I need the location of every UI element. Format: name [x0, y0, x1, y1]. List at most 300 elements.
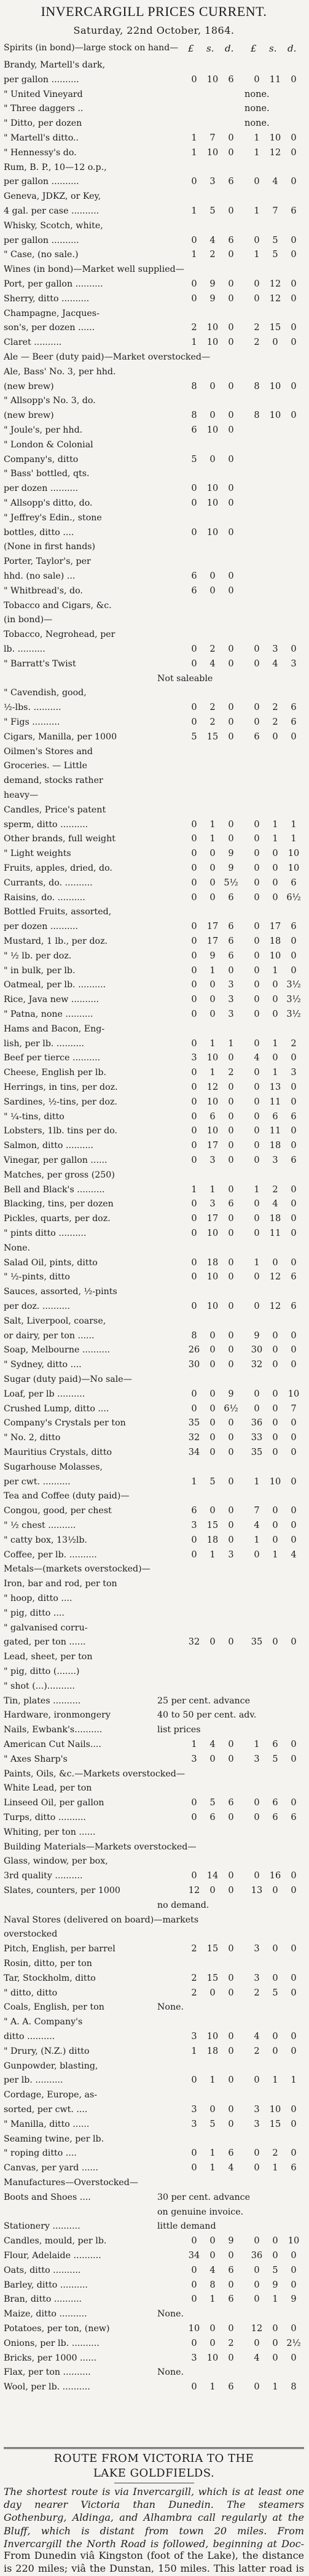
price-cell: 3½: [286, 995, 301, 1005]
price-cell: 0: [291, 2032, 297, 2042]
price-cell: 0: [254, 2265, 260, 2275]
price-cell: 0: [191, 2148, 197, 2159]
price-row: [4, 598, 304, 613]
price-cell: 0: [191, 1038, 197, 1049]
price-row: [4, 1548, 304, 1562]
item-label: " galvanised corru-: [4, 1622, 88, 1633]
price-cell: 0: [191, 1798, 197, 1808]
price-cell: 0: [291, 1506, 297, 1516]
item-label: Tar, Stockholm, ditto: [4, 1973, 96, 1983]
price-cell: 0: [191, 877, 197, 888]
price-row: [4, 2175, 304, 2190]
price-cell: 17: [206, 1141, 219, 1151]
price-cell: 2: [254, 2046, 260, 2056]
price-row: [4, 1168, 304, 1182]
price-cell: 0: [228, 2046, 234, 2056]
item-label: " Barratt's Twist: [4, 658, 76, 669]
section-divider: [4, 2447, 304, 2449]
price-cell: 6: [291, 1111, 297, 1122]
price-row: [4, 350, 304, 364]
price-cell: 0: [191, 2163, 197, 2173]
price-cell: 0: [291, 1257, 297, 1268]
price-cell: 7: [254, 1506, 260, 1516]
price-row: [4, 1357, 304, 1372]
price-row: [4, 554, 304, 569]
price-cell: 0: [254, 717, 260, 727]
price-cell: 0: [191, 703, 197, 713]
price-cell: 0: [228, 2251, 234, 2261]
price-cell: 34: [188, 1448, 200, 1457]
price-cell: 12: [251, 2324, 263, 2334]
price-cell: 0: [191, 1214, 197, 1224]
price-cell: 3: [191, 1754, 197, 1764]
route-title-line2: LAKE GOLDFIELDS.: [93, 2467, 215, 2480]
price-cell: 12: [206, 1082, 219, 1092]
item-label: Seaming twine, per lb.: [4, 2134, 104, 2144]
price-cell: 0: [191, 1068, 197, 1078]
price-row: [4, 1752, 304, 1767]
price-row: [4, 2015, 304, 2029]
item-label: Canvas, per yard ......: [4, 2163, 98, 2173]
item-label: Matches, per gross (250): [4, 1170, 115, 1180]
price-cell: 12: [188, 1886, 200, 1895]
item-label: sperm, ditto ..........: [4, 819, 88, 830]
price-cell: 2: [272, 703, 278, 713]
item-label: Hardware, ironmongery: [4, 1710, 111, 1721]
item-label: Cordage, Europe, as-: [4, 2090, 98, 2100]
price-cell: 0: [191, 235, 197, 245]
price-cell: 0: [228, 585, 234, 596]
item-label: Flour, Adelaide ..........: [4, 2251, 101, 2261]
price-cell: 0: [291, 133, 297, 143]
price-cell: 0: [209, 1637, 216, 1648]
price-cell: 1: [254, 1740, 260, 1749]
item-label: Sugarhouse Molasses,: [4, 1462, 103, 1472]
price-cell: 0: [272, 2353, 278, 2363]
price-cell: 7: [209, 133, 216, 143]
price-cell: 0: [291, 731, 297, 742]
price-cell: 0: [228, 1141, 234, 1151]
price-cell: 0: [291, 2105, 297, 2115]
price-row: [4, 2161, 304, 2175]
price-cell: 0: [191, 2265, 197, 2275]
price-cell: 11: [269, 1097, 281, 1107]
price-cell: 0: [191, 527, 197, 538]
price-cell: 0: [291, 1754, 297, 1764]
price-cell: 1: [209, 1068, 216, 1078]
price-cell: 5: [209, 1476, 216, 1487]
price-cell: 0: [228, 323, 234, 333]
price-cell: 15: [206, 1521, 219, 1530]
price-row: [4, 1372, 304, 1387]
price-cell: 3: [228, 995, 234, 1005]
price-cell: 0: [228, 133, 234, 143]
price-cell: 0: [228, 1448, 234, 1457]
price-cell: 0: [254, 293, 260, 304]
price-cell: 10: [206, 527, 219, 538]
item-label: Fruits, apples, dried, do.: [4, 863, 112, 873]
price-cell: 2½: [286, 2338, 301, 2348]
item-label: Champagne, Jacques-: [4, 308, 100, 318]
price-cell: 8: [291, 2382, 297, 2393]
price-row: [4, 2365, 304, 2380]
price-row: [4, 423, 304, 438]
price-cell: 6: [228, 892, 234, 903]
item-label: (new brew): [4, 411, 54, 421]
price-row: [4, 831, 304, 846]
price-cell: 15: [269, 323, 281, 333]
price-cell: 6: [228, 2382, 234, 2393]
price-row: [4, 657, 304, 671]
price-row: [4, 2132, 304, 2146]
price-cell: 0: [191, 980, 197, 990]
price-cell: 3: [228, 1009, 234, 1019]
item-label: Metals—(markets overstocked)—: [4, 1564, 151, 1575]
price-cell: 30: [251, 1345, 263, 1355]
price-cell: 3½: [286, 1009, 301, 1019]
item-label: Gunpowder, blasting,: [4, 2061, 98, 2071]
price-cell: 0: [209, 1360, 216, 1370]
price-row: [4, 1722, 304, 1737]
price-cell: 0: [291, 1886, 297, 1895]
price-row: [4, 101, 304, 116]
price-cell: 0: [191, 863, 197, 873]
price-cell: 6½: [286, 892, 301, 903]
price-row: [4, 846, 304, 861]
item-label: 3rd quality ..........: [4, 1871, 83, 1881]
price-cell: 0: [254, 1798, 260, 1808]
price-cell: 13: [251, 1886, 263, 1895]
price-cell: 18: [206, 1535, 219, 1545]
price-row: [4, 963, 304, 978]
price-row: [4, 949, 304, 963]
item-label: lb. ..........: [4, 644, 45, 654]
price-row: [4, 1956, 304, 1971]
price-cell: 1: [209, 1549, 216, 1560]
item-label: or dairy, per ton ......: [4, 1330, 95, 1341]
item-label: " Sydney, ditto ....: [4, 1360, 82, 1370]
price-cell: 4: [272, 1199, 278, 1209]
price-cell: 0: [291, 1871, 297, 1881]
price-cell: 0: [254, 922, 260, 932]
price-cell: 0: [228, 703, 234, 713]
price-row: [4, 2059, 304, 2073]
price-cell: 5: [272, 1988, 278, 1998]
price-row: [4, 1314, 304, 1328]
price-cell: 10: [206, 1126, 219, 1136]
item-label: Geneva, JDKZ, or Key,: [4, 191, 101, 202]
item-label: (in bond)—: [4, 615, 53, 625]
price-cell: 0: [291, 1944, 297, 1954]
price-cell: 6: [291, 2163, 297, 2173]
item-label: Company's Crystals per ton: [4, 1418, 126, 1429]
price-cell: 6: [228, 2148, 234, 2159]
item-label: Congou, good, per chest: [4, 1506, 112, 1516]
price-cell: 0: [191, 293, 197, 304]
item-label: Pitch, English, per barrel: [4, 1944, 115, 1954]
price-row: [4, 890, 304, 905]
price-cell: 0: [254, 1155, 260, 1165]
price-cell: 0: [291, 1448, 297, 1457]
price-cell: 0: [272, 2236, 278, 2246]
item-label: per lb. ..........: [4, 2075, 63, 2086]
price-row: [4, 700, 304, 715]
price-row: [4, 1868, 304, 1883]
price-cell: 1: [272, 819, 278, 830]
item-label: Whiting, per ton ......: [4, 1827, 96, 1837]
price-cell: 6: [228, 235, 234, 245]
price-cell: 36: [251, 2251, 263, 2261]
price-cell: 0: [228, 1418, 234, 1429]
item-label: Nails, Ewbank's..........: [4, 1725, 103, 1735]
price-cell: 8: [209, 2280, 216, 2290]
price-cell: 0: [228, 965, 234, 976]
price-cell: 10: [287, 1389, 300, 1399]
item-label: Sauces, assorted, ½-pints: [4, 1287, 117, 1297]
price-cell: 0: [209, 849, 216, 859]
price-cell: 6: [228, 936, 234, 946]
price-cell: 0: [272, 1448, 278, 1457]
price-row: [4, 1854, 304, 1868]
price-cell: 2: [254, 1988, 260, 1998]
price-cell: 3: [209, 1155, 216, 1165]
price-cell: 8: [191, 381, 197, 391]
price-cell: 0: [291, 1228, 297, 1238]
price-cell: 0: [191, 1009, 197, 1019]
price-cell: 1: [291, 2075, 297, 2086]
route-paragraph-1: The shortest route is via Invercargill, which is at least one day nearer Victoria than Dunedin. The steamers Gothenburg, Aldinga, and Alhambra call regularly at the Bluff, which is distant from town 20 miles. From Invercargill the North Road is followed, beginning at Doc-: [4, 2486, 304, 2549]
price-cell: 0: [254, 1403, 260, 1414]
price-cell: 6: [191, 585, 197, 596]
price-cell: 0: [228, 1476, 234, 1487]
price-row: [4, 511, 304, 525]
price-row: [4, 1051, 304, 1065]
price-row: [4, 1795, 304, 1810]
money-column-header: d.: [287, 43, 297, 54]
price-cell: 10: [269, 951, 281, 961]
price-cell: 0: [254, 1082, 260, 1092]
price-cell: 0: [254, 177, 260, 187]
price-cell: 1: [191, 133, 197, 143]
item-label: 4 gal. per case ..........: [4, 206, 100, 216]
price-note: None.: [157, 2002, 184, 2013]
price-cell: 0: [228, 337, 234, 348]
item-label: " roping ditto ....: [4, 2148, 77, 2159]
price-cell: 0: [191, 1257, 197, 1268]
price-cell: 6: [272, 1798, 278, 1808]
item-label: Groceries. — Little: [4, 761, 88, 771]
price-row: [4, 758, 304, 773]
item-label: per dozen ..........: [4, 922, 79, 932]
price-cell: 6: [228, 2294, 234, 2305]
item-label: Tin, plates ..........: [4, 1695, 81, 1706]
price-cell: 1: [191, 1476, 197, 1487]
item-label: per gallon ..........: [4, 74, 79, 85]
price-cell: 0: [272, 2324, 278, 2334]
price-cell: 0: [254, 235, 260, 245]
item-label: Herrings, in tins, per doz.: [4, 1082, 118, 1092]
item-label: lish, per lb. ..........: [4, 1038, 85, 1049]
price-cell: 0: [191, 2338, 197, 2348]
price-row: [4, 1430, 304, 1445]
price-cell: 3: [191, 2353, 197, 2363]
price-cell: 2: [191, 1944, 197, 1954]
item-label: gated, per ton ......: [4, 1637, 86, 1648]
price-row: [4, 2321, 304, 2336]
price-cell: 1: [209, 2075, 216, 2086]
item-label: Wool, per lb. ..........: [4, 2382, 90, 2393]
price-row: [4, 612, 304, 627]
price-cell: 0: [191, 1389, 197, 1399]
item-label: " pig, ditto ....: [4, 1608, 65, 1618]
price-cell: 3: [254, 2105, 260, 2115]
price-cell: 0: [291, 1521, 297, 1530]
price-cell: 15: [206, 731, 219, 742]
price-cell: 10: [188, 2324, 200, 2334]
price-cell: 1: [254, 133, 260, 143]
price-cell: 0: [291, 250, 297, 260]
price-row: [4, 919, 304, 934]
price-row: [4, 876, 304, 890]
price-row: [4, 1708, 304, 1722]
item-label: Tobacco and Cigars, &c.: [4, 600, 112, 611]
price-cell: 0: [228, 1521, 234, 1530]
price-cell: 0: [228, 2075, 234, 2086]
price-cell: 8: [254, 411, 260, 421]
price-cell: 0: [191, 177, 197, 187]
price-row: [4, 803, 304, 817]
price-cell: 10: [287, 863, 300, 873]
price-row: [4, 291, 304, 306]
price-row: [4, 320, 304, 335]
item-label: Manufactures—Overstocked—: [4, 2178, 138, 2188]
price-cell: 6: [228, 74, 234, 85]
money-column-header: s.: [269, 43, 277, 54]
price-row: [4, 2336, 304, 2351]
item-label: Bran, ditto ..........: [4, 2294, 82, 2305]
price-cell: 4: [254, 2032, 260, 2042]
price-cell: 0: [272, 849, 278, 859]
price-cell: 13: [269, 1082, 281, 1092]
price-cell: 0: [209, 1389, 216, 1399]
price-cell: 5: [209, 1798, 216, 1808]
price-cell: 0: [272, 1009, 278, 1019]
item-label: Raisins, do. ..........: [4, 892, 85, 903]
price-cell: 5: [209, 206, 216, 216]
price-cell: 2: [191, 323, 197, 333]
item-label: " Bass' bottled, qts.: [4, 469, 90, 479]
price-cell: 8: [191, 411, 197, 421]
price-cell: 0: [254, 2148, 260, 2159]
price-cell: 2: [254, 337, 260, 348]
price-cell: 18: [206, 2046, 219, 2056]
price-cell: 0: [291, 1126, 297, 1136]
price-cell: 1: [191, 1740, 197, 1749]
price-row: [4, 1898, 304, 1913]
section-intro: Spirits (in bond)—large stock on hand—: [4, 43, 179, 53]
price-cell: 0: [291, 279, 297, 289]
price-cell: 3: [254, 1973, 260, 1983]
price-cell: 0: [191, 1126, 197, 1136]
price-note: 30 per cent. advance: [157, 2192, 251, 2202]
price-cell: 0: [209, 877, 216, 888]
price-cell: 0: [254, 2294, 260, 2305]
item-label: " United Vineyard: [4, 89, 83, 99]
price-cell: 0: [254, 1813, 260, 1822]
price-row: [4, 1533, 304, 1548]
price-cell: 0: [191, 1097, 197, 1107]
price-cell: 4: [254, 1521, 260, 1530]
item-label: Potatoes, per ton, (new): [4, 2324, 110, 2334]
price-cell: 0: [272, 2032, 278, 2042]
price-cell: 1: [272, 1068, 278, 1078]
price-cell: 1: [209, 1184, 216, 1195]
price-row: [4, 1109, 304, 1124]
price-note: no demand.: [157, 1900, 209, 1910]
price-cell: 9: [228, 2236, 234, 2246]
item-label: Sardines, ½-tins, per doz.: [4, 1097, 118, 1107]
price-row: [4, 569, 304, 584]
price-cell: 17: [206, 922, 219, 932]
price-cell: 3: [228, 980, 234, 990]
price-cell: 6: [291, 717, 297, 727]
price-cell: 9: [209, 293, 216, 304]
price-cell: 0: [191, 936, 197, 946]
price-cell: 2: [254, 323, 260, 333]
price-cell: 0: [209, 863, 216, 873]
price-cell: 6: [291, 1155, 297, 1165]
price-cell: 0: [291, 1053, 297, 1063]
price-cell: 0: [191, 1535, 197, 1545]
price-cell: 1: [209, 819, 216, 830]
price-cell: 0: [254, 2236, 260, 2246]
item-label: Building Materials—Markets overstocked—: [4, 1841, 197, 1852]
item-label: Salt, Liverpool, coarse,: [4, 1316, 106, 1326]
price-cell: 0: [272, 877, 278, 888]
price-cell: 9: [228, 863, 234, 873]
price-cell: 0: [272, 1944, 278, 1954]
price-cell: 1: [254, 1257, 260, 1268]
price-cell: 2: [291, 1038, 297, 1049]
item-label: " Whitbread's, do.: [4, 585, 83, 596]
price-cell: 0: [228, 1301, 234, 1311]
item-label: Rosin, ditto, per ton: [4, 1959, 92, 1969]
price-cell: 0: [254, 1549, 260, 1560]
price-cell: 0: [191, 1871, 197, 1881]
price-cell: 3: [272, 1155, 278, 1165]
item-label: " Joule's, per hhd.: [4, 425, 83, 435]
price-row: [4, 1226, 304, 1241]
money-column-header: s.: [206, 43, 214, 54]
price-row: [4, 642, 304, 657]
price-cell: 1: [209, 834, 216, 844]
price-cell: 9: [209, 951, 216, 961]
item-label: Rice, Java new ..........: [4, 995, 99, 1005]
price-cell: 0: [191, 279, 197, 289]
price-cell: 2: [209, 644, 216, 654]
price-note: 25 per cent. advance: [157, 1695, 251, 1706]
item-label: ditto ..........: [4, 2032, 55, 2042]
price-row: [4, 306, 304, 321]
item-label: " pints ditto ..........: [4, 1228, 87, 1238]
item-label: " Ditto, per dozen: [4, 118, 82, 129]
price-cell: 6: [228, 177, 234, 187]
price-cell: 0: [209, 1754, 216, 1764]
price-cell: 0: [228, 819, 234, 830]
price-cell: 6: [228, 922, 234, 932]
item-label: Coals, English, per ton: [4, 2002, 104, 2013]
price-cell: 0: [209, 411, 216, 421]
